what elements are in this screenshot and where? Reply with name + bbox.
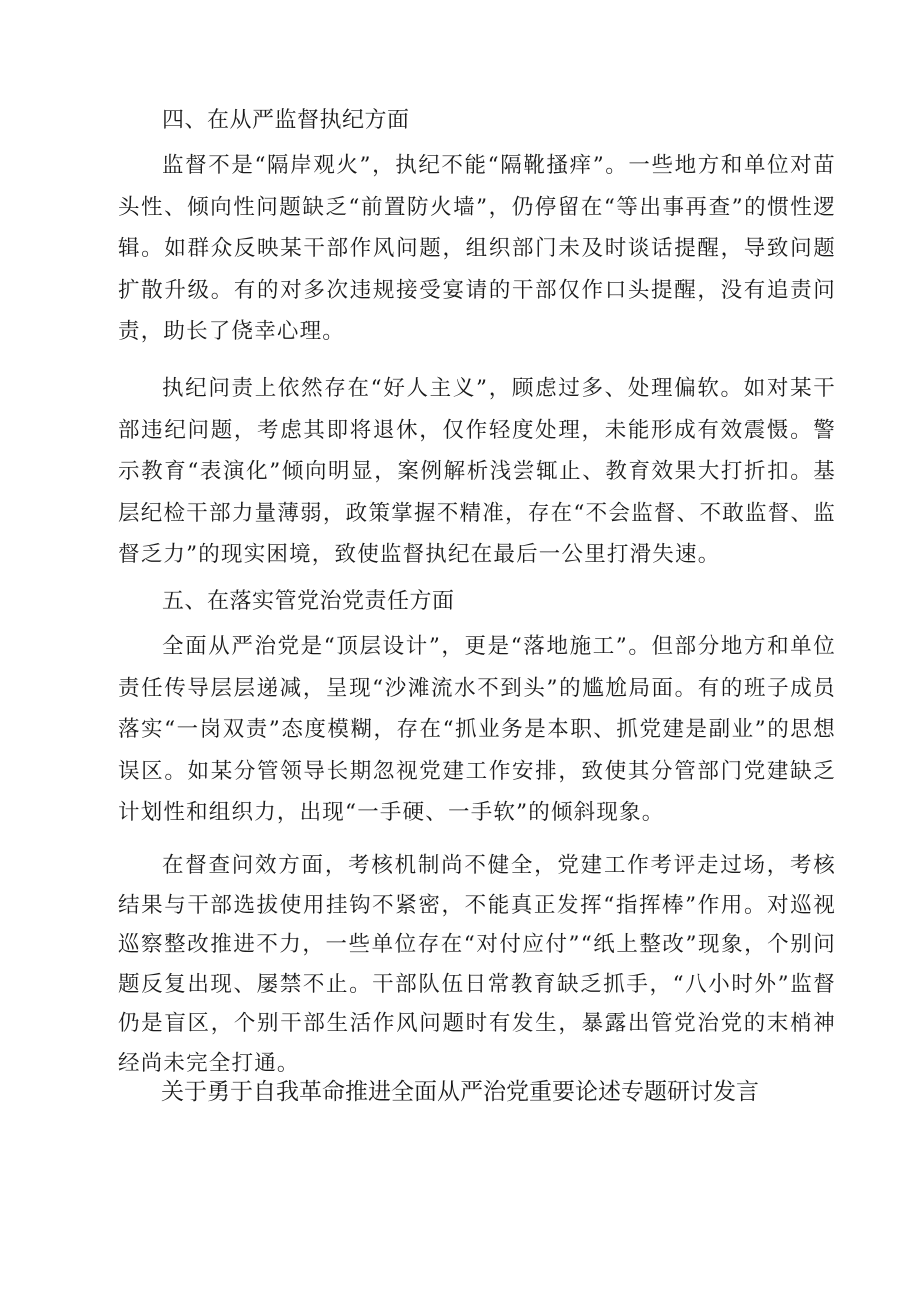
section-4-paragraph-1 — [118, 145, 836, 353]
paragraph-text: 在督查问效方面，考核机制尚不健全，党建工作考评走过场，考核结果与干部选拔使用挂钩不紧密，不能真正发挥“指挥棒”作用。对巡视巡察整改推进不力，一些单位存在“对付应付”“纸上整改”现象，个别问题反复出现、屡禁不止。干部队伍日常教育缺乏抓手，“八小时外”监督仍是盲区，个别干部生活作风问题时有发生，暴露出管党治党的末梢神经尚未完全打通。 — [118, 853, 836, 1076]
paragraph-text: 执纪问责上依然存在“好人主义”，顾虑过多、处理偏软。如对某干部违纪问题，考虑其即将退休，仅作轻度处理，未能形成有效震慑。警示教育“表演化”倾向明显，案例解析浅尝辄止、教育效果大打折扣。基层纪检干部力量薄弱，政策掌握不精准，存在“不会监督、不敢监督、监督乏力”的现实困境，致使监督执纪在最后一公里打滑失速。 — [118, 376, 836, 567]
section-5-paragraph-2 — [118, 846, 836, 1083]
section-heading-4: 四、在从严监督执纪方面 — [162, 108, 410, 133]
document-title: 关于勇于自我革命推进全面从严治党重要论述专题研讨发言 — [161, 1079, 759, 1105]
section-5-paragraph-1 — [118, 626, 836, 834]
paragraph-text: 全面从严治党是“顶层设计”，更是“落地施工”。但部分地方和单位责任传导层层递减，呈现“沙滩流水不到头”的尴尬局面。有的班子成员落实“一岗双责”态度模糊，存在“抓业务是本职、抓党建是副业”的思想误区。如某分管领导长期忽视党建工作安排，致使其分管部门党建缺乏计划性和组织力，出现“一手硬、一手软”的倾斜现象。 — [118, 634, 836, 825]
paragraph-text: 监督不是“隔岸观火”，执纪不能“隔靴搔痒”。一些地方和单位对苗头性、倾向性问题缺乏“前置防火墙”，仍停留在“等出事再查”的惯性逻辑。如群众反映某干部作风问题，组织部门未及时谈话提醒，导致问题扩散升级。有的对多次违规接受宴请的干部仅作口头提醒，没有追责问责，助长了侥幸心理。 — [118, 153, 836, 344]
section-4-paragraph-2 — [118, 368, 836, 576]
section-heading-5: 五、在落实管党治党责任方面 — [162, 589, 455, 614]
